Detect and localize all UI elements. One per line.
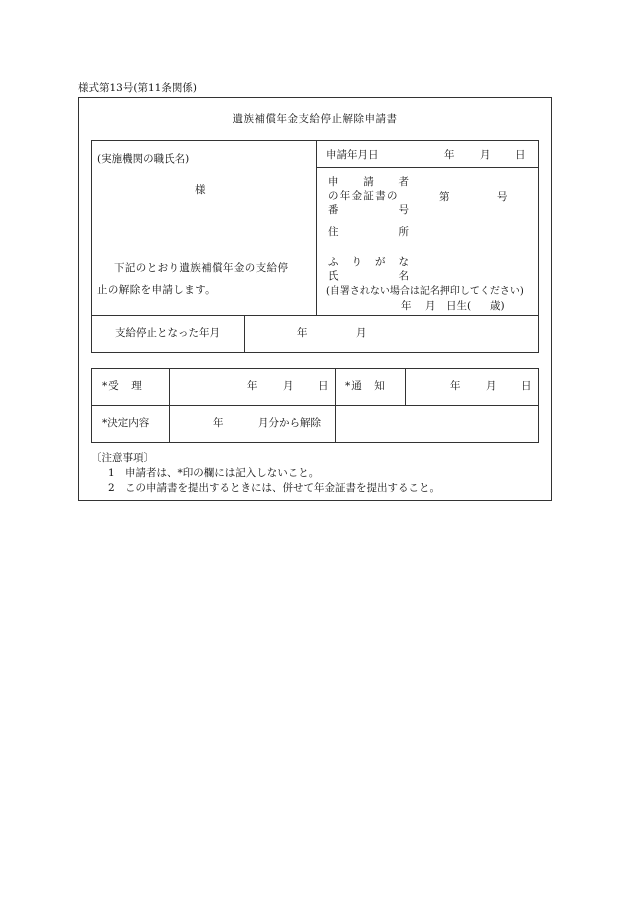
note-number: 1 [108, 467, 115, 479]
decision-year: 年 [213, 417, 224, 429]
request-text-line2: 止の解除を申請します。 [97, 284, 217, 296]
label-char: ふ [328, 256, 339, 268]
receipt-year: 年 [247, 380, 258, 392]
divider [405, 368, 406, 405]
application-date-month[interactable]: 月 [480, 149, 491, 161]
label-char: 住 [328, 226, 339, 238]
request-text-line1: 下記のとおり遺族補償年金の支給停 [114, 262, 289, 274]
application-date-day[interactable]: 日 [515, 149, 526, 161]
seal-note: (自署されない場合は記名押印してください) [326, 286, 524, 297]
form-number: 様式第13号(第11条関係) [78, 82, 197, 94]
application-table [91, 140, 539, 353]
receipt-month: 月 [283, 380, 294, 392]
decision-month-text: 月分から解除 [258, 417, 321, 429]
cert-go: 号 [497, 191, 508, 203]
decision-label: *決定内容 [102, 417, 150, 429]
label-char: 者 [398, 176, 409, 188]
recipient-label: (実施機関の職氏名) [97, 153, 190, 165]
notice-day: 日 [521, 380, 532, 392]
divider [244, 315, 245, 353]
honorific: 様 [195, 184, 206, 196]
receipt-day: 日 [318, 380, 329, 392]
divider [169, 368, 170, 443]
divider [91, 405, 539, 406]
notice-year: 年 [450, 380, 461, 392]
application-date-year[interactable]: 年 [444, 149, 455, 161]
divider [335, 368, 336, 443]
form-title: 遺族補償年金支給停止解除申請書 [232, 113, 398, 125]
suspension-label: 支給停止となった年月 [115, 327, 220, 339]
label-char: 号 [398, 204, 409, 216]
notice-month: 月 [486, 380, 497, 392]
label-char: 所 [398, 226, 409, 238]
birth-month: 月 [425, 300, 436, 312]
address-label [328, 226, 409, 239]
notes-heading: 〔注意事項〕 [91, 452, 154, 464]
note-number: 2 [108, 482, 115, 494]
cert-label-line1 [328, 176, 409, 189]
label-char: 氏 [328, 270, 339, 282]
label-char: 名 [398, 270, 409, 282]
birth-year: 年 [401, 300, 412, 312]
receipt-label: *受 理 [102, 380, 143, 392]
cert-label-line3 [328, 204, 409, 217]
divider [316, 167, 539, 168]
note-text: 申請者は、*印の欄には記入しないこと。 [125, 467, 320, 479]
furigana-label [328, 256, 409, 269]
label-char: が [375, 256, 386, 268]
divider [91, 315, 539, 316]
suspension-month[interactable]: 月 [356, 327, 367, 339]
application-date-label: 申請年月日 [326, 149, 379, 161]
label-char: 番 [328, 204, 339, 216]
birth-day: 日生( [446, 300, 472, 312]
label-char: り [351, 256, 362, 268]
name-label [328, 270, 409, 283]
age: 歳) [490, 300, 505, 312]
label-char: 申 [328, 176, 339, 188]
note-text: この申請書を提出するときには、併せて年金証書を提出すること。 [125, 482, 440, 494]
label-char: 請 [363, 176, 374, 188]
suspension-year[interactable]: 年 [297, 327, 308, 339]
notice-label: *通 知 [345, 380, 386, 392]
label-char: な [398, 256, 409, 268]
cert-label-line2: の年金証書の [328, 190, 399, 202]
cert-dai: 第 [439, 191, 450, 203]
